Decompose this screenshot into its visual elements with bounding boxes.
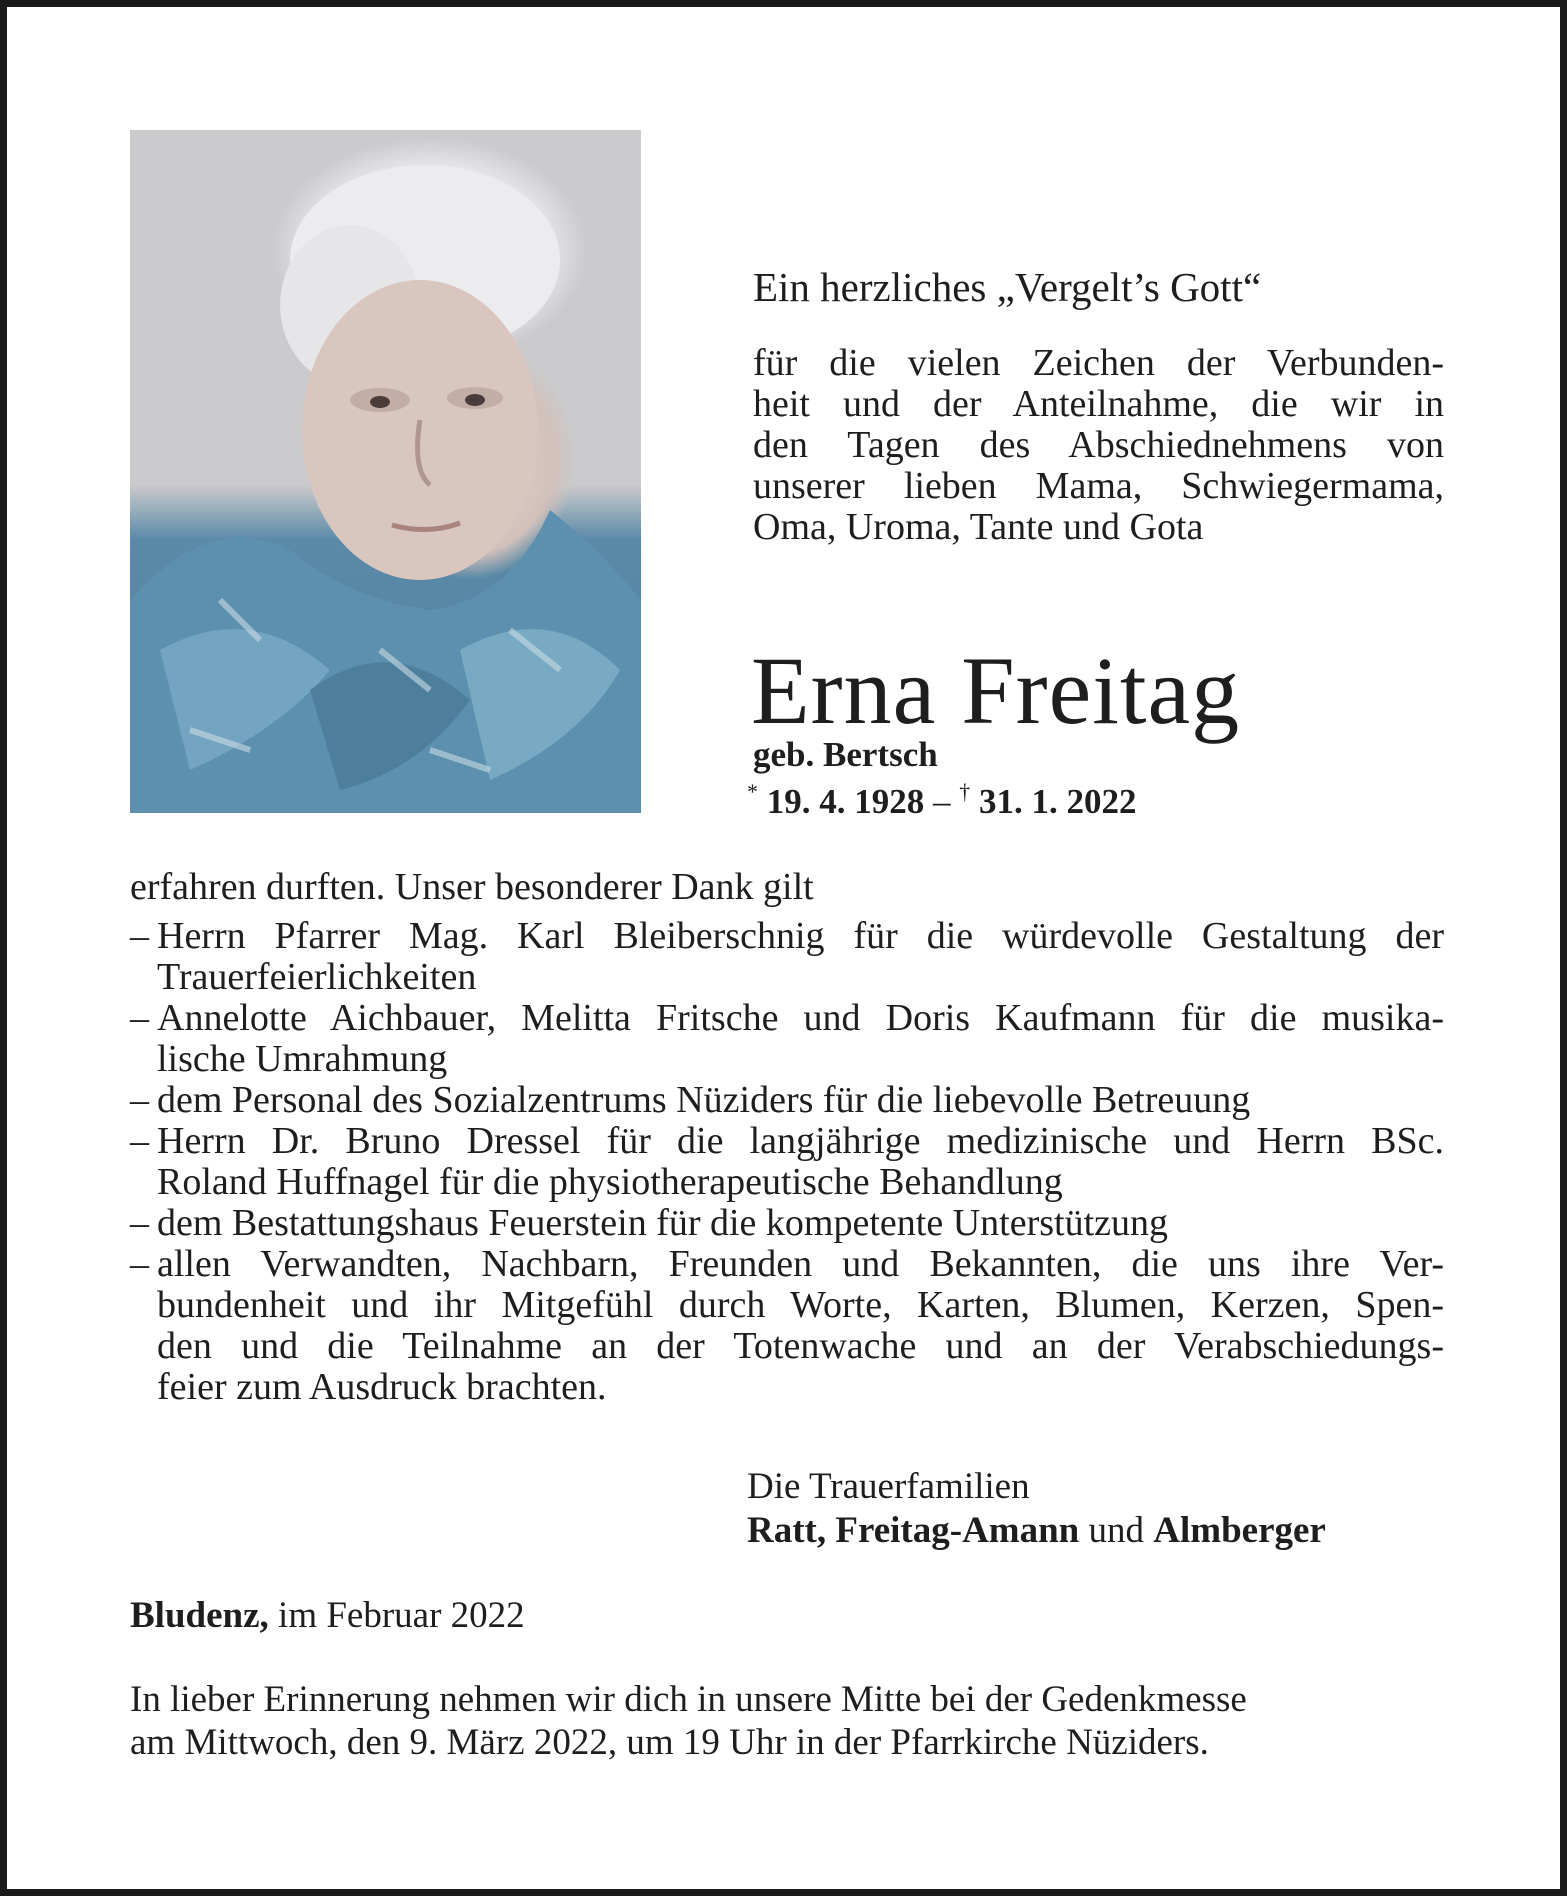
list-line: Herrn Dr. Bruno Dressel für die langjährige medizinische und Herrn BSc. xyxy=(157,1120,1444,1162)
list-line: feier zum Ausdruck brachten. xyxy=(157,1366,607,1408)
memorial-line: In lieber Erinnerung nehmen wir dich in unsere Mitte bei der Gedenkmesse xyxy=(130,1679,1247,1720)
list-line: Annelotte Aichbauer, Melitta Fritsche und Doris Kaufmann für die musika- xyxy=(157,997,1444,1039)
greeting-heading: Ein herzliches „Vergelt’s Gott“ xyxy=(753,264,1262,310)
place-date xyxy=(130,1594,525,1637)
list-line: Herrn Pfarrer Mag. Karl Bleiberschnig für die würdevolle Gestaltung der xyxy=(157,915,1444,957)
list-dash: – xyxy=(130,1120,149,1162)
list-dash: – xyxy=(130,997,149,1039)
date-dash: – xyxy=(933,782,951,821)
death-date: 31. 1. 2022 xyxy=(979,782,1137,821)
life-dates xyxy=(747,779,1137,822)
list-line: den und die Teilnahme an der Totenwache und an der Verabschiedungs- xyxy=(157,1325,1444,1367)
death-symbol: † xyxy=(959,779,971,804)
list-dash: – xyxy=(130,1202,149,1244)
memorial-notice xyxy=(130,1678,1444,1764)
portrait-photo xyxy=(130,130,641,813)
list-line: lische Umrahmung xyxy=(157,1038,448,1080)
thanks-line: den Tagen des Abschiednehmens von xyxy=(753,424,1444,466)
list-dash: – xyxy=(130,1243,149,1285)
list-item xyxy=(130,1203,1444,1244)
signature-conjunction: und xyxy=(1088,1510,1145,1551)
thanks-line: heit und der Anteilnahme, die wir in xyxy=(753,383,1444,425)
list-item xyxy=(130,998,1444,1080)
obituary-page xyxy=(7,7,1560,1889)
place-month: im Februar 2022 xyxy=(278,1595,525,1636)
thanks-list xyxy=(130,916,1444,1408)
portrait-illustration xyxy=(130,130,641,813)
family-names-2: Almberger xyxy=(1153,1510,1326,1551)
family-names-1: Ratt, Freitag-Amann xyxy=(747,1510,1080,1551)
thanks-intro: erfahren durften. Unser besonderer Dank gilt xyxy=(130,866,814,908)
birth-date: 19. 4. 1928 xyxy=(766,782,925,821)
list-line: Trauerfeierlichkeiten xyxy=(157,956,477,998)
list-item xyxy=(130,916,1444,998)
thanks-line: unserer lieben Mama, Schwiegermama, xyxy=(753,465,1444,507)
list-item xyxy=(130,1244,1444,1408)
list-dash: – xyxy=(130,1079,149,1121)
thanks-line: für die vielen Zeichen der Verbunden- xyxy=(753,342,1444,384)
list-line: Roland Huffnagel für die physiotherapeutische Behandlung xyxy=(157,1161,1063,1203)
list-line: allen Verwandten, Nachbarn, Freunden und Bekannten, die uns ihre Ver- xyxy=(157,1243,1444,1285)
birth-symbol: * xyxy=(747,779,758,804)
signature-families xyxy=(747,1509,1326,1552)
list-item xyxy=(130,1080,1444,1121)
list-item xyxy=(130,1121,1444,1203)
list-line: dem Bestattungshaus Feuerstein für die kompetente Unterstützung xyxy=(157,1202,1168,1244)
thanks-line: Oma, Uroma, Tante und Gota xyxy=(753,506,1204,548)
signature-intro: Die Trauerfamilien xyxy=(747,1466,1030,1507)
deceased-name: Erna Freitag xyxy=(751,637,1241,744)
list-line: dem Personal des Sozialzentrums Nüziders für die liebevolle Betreuung xyxy=(157,1079,1251,1121)
place-city: Bludenz, xyxy=(130,1595,269,1636)
maiden-name: geb. Bertsch xyxy=(753,735,938,774)
thanks-paragraph xyxy=(753,343,1444,548)
memorial-line: am Mittwoch, den 9. März 2022, um 19 Uhr in der Pfarrkirche Nüziders. xyxy=(130,1722,1209,1763)
list-dash: – xyxy=(130,915,149,957)
list-line: bundenheit und ihr Mitgefühl durch Worte, Karten, Blumen, Kerzen, Spen- xyxy=(157,1284,1444,1326)
